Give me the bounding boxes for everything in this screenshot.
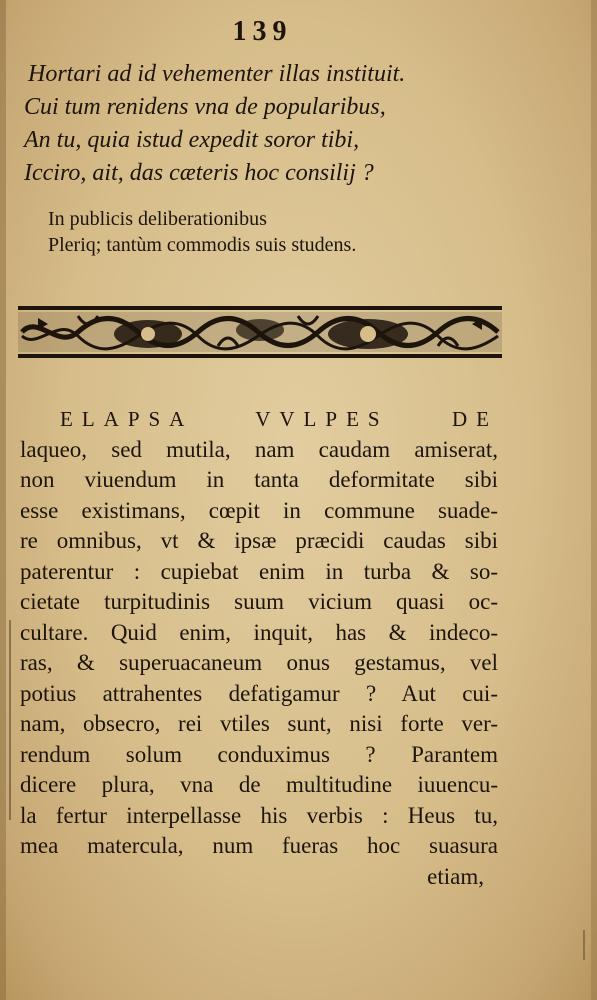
moral-block	[48, 206, 488, 258]
fable-catchword: etiam,	[427, 863, 484, 889]
fable-line: dicere plura, vna de multitudine iuuencu-	[20, 772, 498, 797]
fable-text	[20, 404, 498, 892]
fable-line: potius attrahentes defatigamur ? Aut cui-	[20, 680, 498, 706]
page-number: 139	[232, 16, 293, 47]
fable-line: paterentur : cupiebat enim in turba & so-	[20, 558, 498, 584]
fable-line: la fertur interpellasse his verbis : Heus tu,	[20, 802, 498, 828]
fable-line: mea matercula, num fueras hoc suasura	[20, 833, 498, 858]
fable-line: nam, obsecro, rei vtiles sunt, nisi forte ver-	[20, 711, 498, 736]
decorative-headpiece-icon	[18, 306, 502, 358]
moral-line: In publicis deliberationibus	[48, 208, 267, 230]
verse-line: Hortari ad id vehementer illas instituit.	[28, 61, 406, 87]
fable-line: ras, & superuacaneum onus gestamus, vel	[20, 650, 498, 675]
verse-block	[24, 58, 484, 190]
fable-line: cietate turpitudinis suum vicium quasi oc-	[20, 589, 498, 614]
moral-line: Pleriq; tantùm commodis suis studens.	[48, 234, 357, 256]
fable-opening-line: ELAPSA VVLPES DE	[60, 407, 498, 431]
verse-line: Icciro, ait, das cæteris hoc consilij ?	[24, 160, 374, 186]
fable-line: cultare. Quid enim, inquit, has & indeco-	[20, 619, 498, 645]
fable-line: re omnibus, vt & ipsæ præcidi caudas sibi	[20, 528, 498, 553]
fable-line: esse existimans, cœpit in commune suade-	[20, 497, 498, 523]
fable-line: laqueo, sed mutila, nam caudam amiserat,	[20, 436, 498, 462]
fable-line: rendum solum conduximus ? Parantem	[20, 741, 498, 767]
fable-line: non viuendum in tanta deformitate sibi	[20, 467, 498, 492]
verse-line: Cui tum renidens vna de popularibus,	[24, 94, 386, 120]
verse-line: An tu, quia istud expedit soror tibi,	[24, 127, 360, 153]
